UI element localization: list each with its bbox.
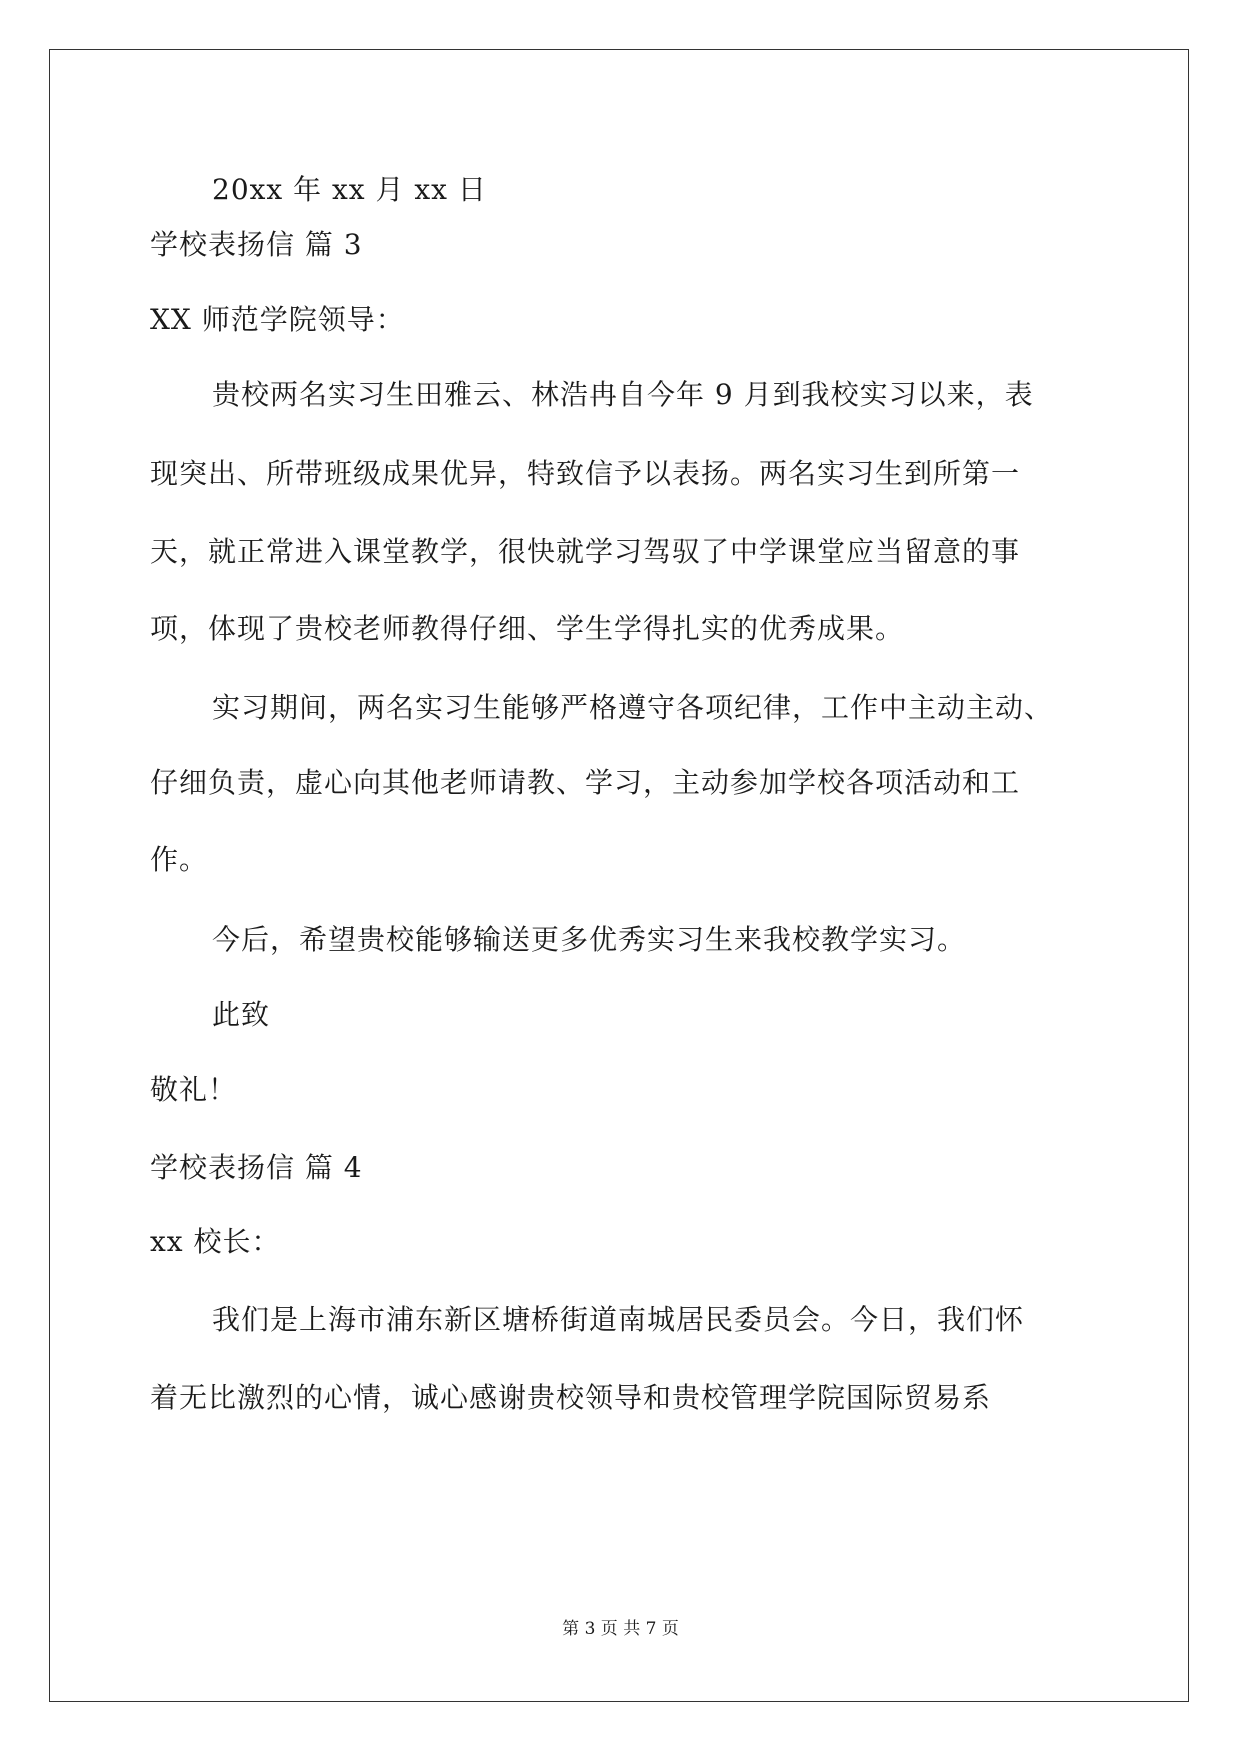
paragraph-line: 仔细负责，虚心向其他老师请教、学习，主动参加学校各项活动和工 — [150, 766, 1021, 799]
date-line: 20xx 年 xx 月 xx 日 — [212, 173, 487, 206]
paragraph-line: 项，体现了贵校老师教得仔细、学生学得扎实的优秀成果。 — [150, 612, 905, 645]
page-border — [49, 49, 1189, 1702]
salutation-line: XX 师范学院领导： — [150, 303, 405, 336]
paragraph-line: 我们是上海市浦东新区塘桥街道南城居民委员会。今日，我们怀 — [212, 1303, 1025, 1336]
salutation-line: xx 校长： — [150, 1225, 281, 1258]
paragraph-line: 着无比激烈的心情，诚心感谢贵校领导和贵校管理学院国际贸易系 — [150, 1381, 992, 1414]
letter-heading-3: 学校表扬信 篇 3 — [150, 228, 363, 261]
paragraph-line: 作。 — [150, 843, 209, 876]
paragraph-line: 天，就正常进入课堂教学，很快就学习驾驭了中学课堂应当留意的事 — [150, 535, 1021, 568]
paragraph-line: 贵校两名实习生田雅云、林浩冉自今年 9 月到我校实习以来，表 — [212, 378, 1034, 411]
closing-salute: 敬礼！ — [150, 1073, 238, 1106]
paragraph-line: 实习期间，两名实习生能够严格遵守各项纪律，工作中主动主动、 — [212, 691, 1054, 724]
closing-line: 此致 — [212, 998, 271, 1031]
paragraph-line: 现突出、所带班级成果优异，特致信予以表扬。两名实习生到所第一 — [150, 457, 1021, 490]
paragraph-line: 今后，希望贵校能够输送更多优秀实习生来我校教学实习。 — [212, 923, 967, 956]
page-number-footer: 第 3 页 共 7 页 — [562, 1619, 679, 1639]
letter-heading-4: 学校表扬信 篇 4 — [150, 1151, 363, 1184]
